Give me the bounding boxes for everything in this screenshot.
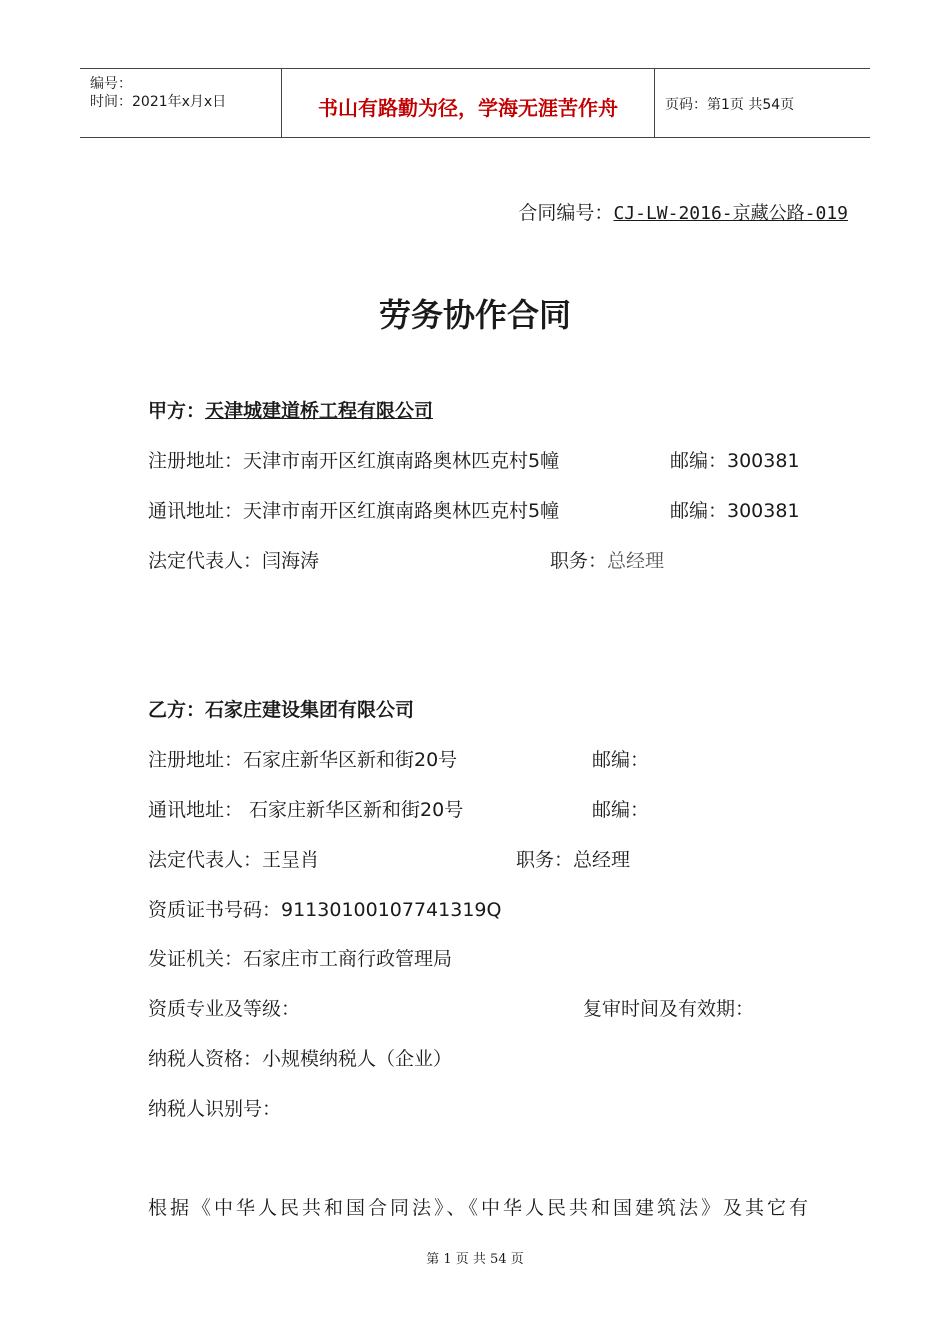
party-b-qualification: 资质专业及等级： [148,998,301,1020]
party-a-position-label: 职务： [550,550,608,572]
contract-number [518,198,848,225]
party-b-representative: 法定代表人：王呈肖 [148,849,320,871]
party-a-position-value: 总经理 [607,550,665,572]
header-info-cell [80,69,282,137]
party-a-label: 甲方： [148,400,206,422]
party-b-tax-id: 纳税人识别号： [148,1098,282,1120]
party-b-reg-address: 注册地址：石家庄新华区新和街20号 [148,749,458,771]
contract-number-value: CJ-LW-2016-京藏公路-019 [613,203,848,224]
party-a-rep-name: 闫海涛 [262,550,320,572]
party-b-mail-postcode: 邮编： [592,799,650,821]
party-b-mail-address: 通讯地址： 石家庄新华区新和街20号 [148,799,464,821]
body-paragraph: 根据《中华人民共和国合同法》、《中华人民共和国建筑法》及其它有 [148,1197,812,1219]
document-title: 劳务协作合同 [378,296,571,334]
party-a-representative [148,546,319,573]
page-footer: 第 1 页 共 54 页 [426,1252,524,1267]
party-b-tax-status: 纳税人资格：小规模纳税人（企业） [148,1048,453,1070]
party-b-name: 石家庄建设集团有限公司 [205,699,415,721]
party-a-reg-address: 注册地址：天津市南开区红旗南路奥林匹克村5幢 [148,450,560,472]
number-label: 编号： [90,76,132,92]
header-table [80,68,870,138]
party-a-heading [148,396,433,423]
party-a-rep-label: 法定代表人： [148,550,263,572]
page-code: 页码：第1页 共54页 [665,97,795,113]
contract-number-label: 合同编号： [518,202,614,224]
page-code-cell [655,69,870,137]
party-b-review: 复审时间及有效期： [583,998,755,1020]
party-a-reg-postcode: 邮编：300381 [670,450,800,472]
party-b-position: 职务：总经理 [516,849,631,871]
motto-cell [282,69,655,137]
motto: 书山有路勤为径，学海无涯苦作舟 [318,96,618,120]
party-a-position [550,546,664,573]
party-a-name: 天津城建道桥工程有限公司 [205,400,434,422]
party-b-label: 乙方： [148,699,206,721]
party-a-mail-postcode: 邮编：300381 [670,500,800,522]
party-b-heading [148,695,414,722]
time-label: 时间：2021年x月x日 [90,94,227,110]
party-b-cert-number: 资质证书号码：91130100107741319Q [148,899,502,921]
party-b-reg-postcode: 邮编： [592,749,650,771]
party-b-issuer: 发证机关：石家庄市工商行政管理局 [148,948,453,970]
party-a-mail-address: 通讯地址：天津市南开区红旗南路奥林匹克村5幢 [148,500,560,522]
